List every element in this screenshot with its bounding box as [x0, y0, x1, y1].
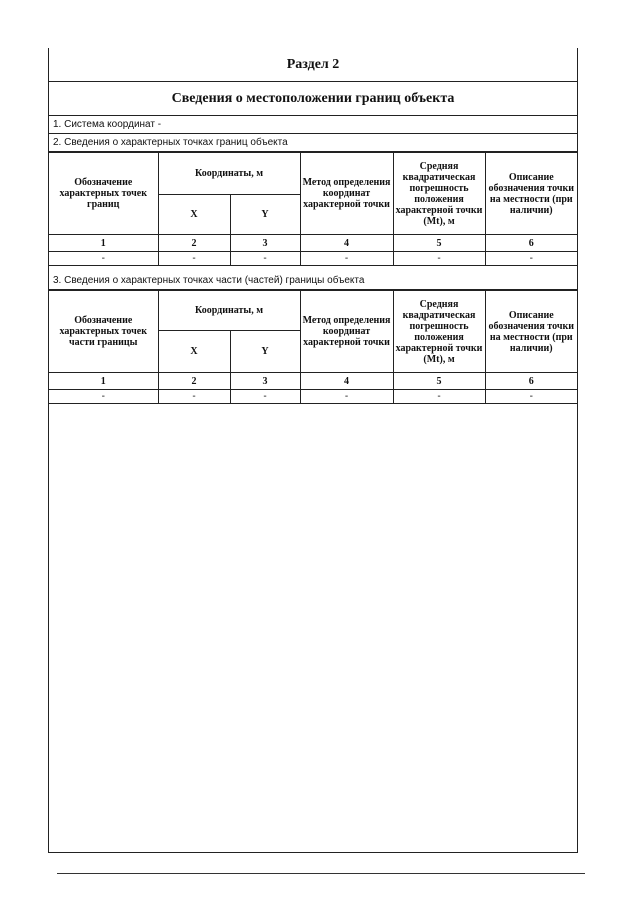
col-number: 4	[300, 373, 393, 390]
boundary-points-table	[49, 152, 577, 266]
col-designation: Обозначение характерных точек части границы	[49, 291, 158, 373]
table-row	[49, 252, 577, 266]
bottom-rule	[57, 873, 585, 874]
table-cell: -	[485, 252, 577, 266]
col-number: 2	[158, 235, 230, 252]
main-title: Сведения о местоположении границ объекта	[49, 82, 577, 116]
table-cell: -	[49, 252, 158, 266]
col-number: 6	[485, 373, 577, 390]
table-cell: -	[230, 252, 300, 266]
col-number: 3	[230, 373, 300, 390]
part-boundary-points-table	[49, 290, 577, 404]
section2-label: 2. Сведения о характерных точках границ объекта	[49, 134, 577, 152]
col-coords: Координаты, м	[158, 291, 300, 331]
table-cell: -	[300, 252, 393, 266]
col-y: Y	[230, 331, 300, 373]
col-number: 2	[158, 373, 230, 390]
document-frame	[48, 48, 578, 853]
section3-label: 3. Сведения о характерных точках части (частей) границы объекта	[49, 272, 577, 290]
col-number: 6	[485, 235, 577, 252]
table-cell: -	[158, 252, 230, 266]
col-number: 1	[49, 235, 158, 252]
col-number: 5	[393, 373, 485, 390]
col-error: Средняя квадратическая погрешность положения характерной точки (Mt), м	[393, 153, 485, 235]
col-number: 4	[300, 235, 393, 252]
col-method: Метод определения координат характерной точки	[300, 291, 393, 373]
table-cell: -	[158, 390, 230, 404]
table-cell: -	[393, 390, 485, 404]
table-row	[49, 390, 577, 404]
col-x: X	[158, 331, 230, 373]
col-designation: Обозначение характерных точек границ	[49, 153, 158, 235]
col-method: Метод определения координат характерной точки	[300, 153, 393, 235]
col-y: Y	[230, 195, 300, 235]
section-title: Раздел 2	[49, 48, 577, 82]
table-cell: -	[300, 390, 393, 404]
col-number: 1	[49, 373, 158, 390]
table-cell: -	[230, 390, 300, 404]
col-description: Описание обозначения точки на местности (при наличии)	[485, 291, 577, 373]
col-x: X	[158, 195, 230, 235]
table-cell: -	[49, 390, 158, 404]
table-cell: -	[393, 252, 485, 266]
col-error: Средняя квадратическая погрешность положения характерной точки (Mt), м	[393, 291, 485, 373]
col-number: 3	[230, 235, 300, 252]
col-number: 5	[393, 235, 485, 252]
col-coords: Координаты, м	[158, 153, 300, 195]
table-cell: -	[485, 390, 577, 404]
coord-system-line: 1. Система координат -	[49, 116, 577, 134]
col-description: Описание обозначения точки на местности (при наличии)	[485, 153, 577, 235]
